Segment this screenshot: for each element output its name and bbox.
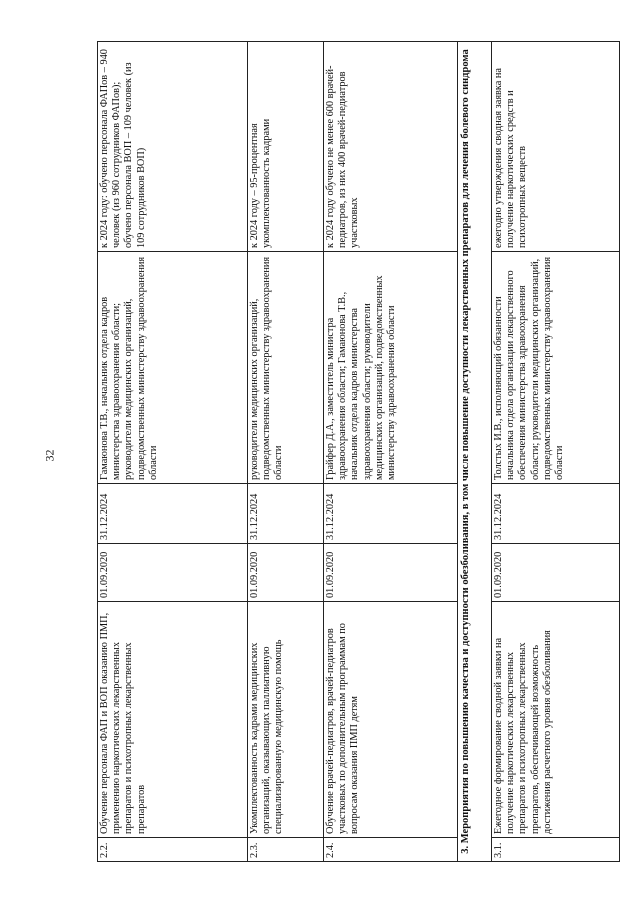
activities-table bbox=[97, 41, 620, 862]
activity-name: Ежегодное формирование сводной заявки на получение наркотических лекарственных препаратов и психотропных лекарственных препаратов, обеспечивающей возможность достижения расчетного уровня обезболивания bbox=[492, 602, 620, 838]
end-date: 31.12.2024 bbox=[324, 484, 458, 544]
expected-result: к 2024 году: обучено персонала ФАПов – 940 человек (из 960 сотрудников ФАПов); обучено персонала ВОП – 109 человек (из 109 сотрудников ВОП) bbox=[98, 42, 248, 252]
expected-result: к 2024 году – 95-процентная укомплектованность кадрами bbox=[248, 42, 324, 252]
expected-result: ежегодно утверждения сводная заявка на получение наркотических средств и психотропных веществ bbox=[492, 42, 620, 252]
section-header-row bbox=[458, 42, 492, 862]
rotated-table-sheet bbox=[97, 42, 617, 862]
page-number: 32 bbox=[42, 449, 57, 462]
row-number: 2.3. bbox=[248, 838, 324, 862]
responsible-persons: Гамаюнова Т.В., начальник отдела кадров министерства здравоохранения области; руководители медицинских организаций, подведомственных министерству здравоохранения области bbox=[98, 252, 248, 484]
activity-name: Обучение персонала ФАП и ВОП оказанию ПМП, применению наркотических лекарственных препаратов и психотропных лекарственных препаратов bbox=[98, 602, 248, 838]
row-number: 3.1. bbox=[492, 838, 620, 862]
end-date: 31.12.2024 bbox=[98, 484, 248, 544]
end-date: 31.12.2024 bbox=[492, 484, 620, 544]
start-date: 01.09.2020 bbox=[248, 544, 324, 602]
responsible-persons: Толстых И.В., исполняющий обязанности начальника отдела организации лекарственного обеспечения министерства здравоохранения области; руководители медицинских организаций, подведомственных министерству здравоохранения области bbox=[492, 252, 620, 484]
start-date: 01.09.2020 bbox=[98, 544, 248, 602]
row-number: 2.2. bbox=[98, 838, 248, 862]
expected-result: к 2024 году обучено не менее 600 врачей-педиатров, из них 400 врачей-педиатров участковых bbox=[324, 42, 458, 252]
table-row bbox=[98, 42, 248, 862]
responsible-persons: руководители медицинских организаций, подведомственных министерству здравоохранения области bbox=[248, 252, 324, 484]
section-title: 3. Мероприятия по повышению качества и доступности обезболивания, в том числе повышение доступности лекарственных препаратов для лечения болевого синдрома bbox=[458, 42, 492, 862]
table-row bbox=[324, 42, 458, 862]
start-date: 01.09.2020 bbox=[492, 544, 620, 602]
activity-name: Укомплектованность кадрами медицинских организаций, оказывающих паллиативную специализированную медицинскую помощь bbox=[248, 602, 324, 838]
activity-name: Обучение врачей-педиатров, врачей-педиатров участковых по дополнительным программам по вопросам оказания ПМП детям bbox=[324, 602, 458, 838]
start-date: 01.09.2020 bbox=[324, 544, 458, 602]
row-number: 2.4. bbox=[324, 838, 458, 862]
end-date: 31.12.2024 bbox=[248, 484, 324, 544]
responsible-persons: Грайфер Д.А., заместитель министра здравоохранения области; Гамаюнова Т.В., начальник отдела кадров министерства здравоохранения области; руководители медицинских организаций, подведомственных министерству здравоохранения области bbox=[324, 252, 458, 484]
table-row bbox=[248, 42, 324, 862]
table-row bbox=[492, 42, 620, 862]
